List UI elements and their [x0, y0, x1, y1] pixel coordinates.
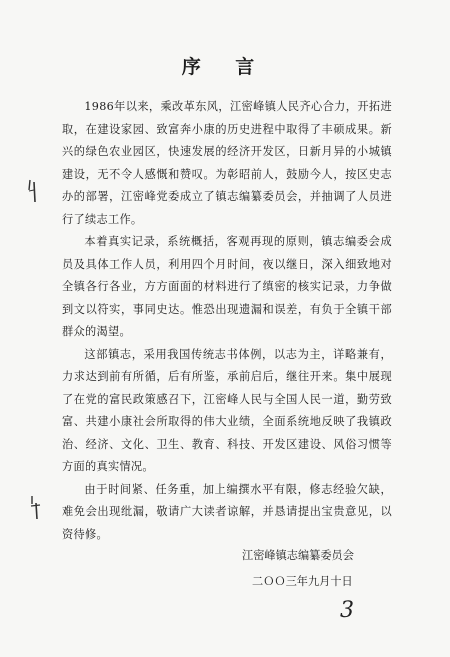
paragraph-3: 这部镇志，采用我国传统志书体例，以志为主，详略兼有，力求达到前有所循，后有所鉴，承前启后，继往开来。集中展现了在党的富民政策感召下，江密峰人民与全国人民一道，勤劳致富、共建小康社会所取得的伟大业绩，全面系统地反映了我镇政治、经济、文化、卫生、教育、科技、开发区建设、风俗习惯等方面的真实情况。	[62, 347, 392, 473]
paragraph-4: 由于时间紧、任务重，加上编撰水平有限，修志经验欠缺，难免会出现纰漏，敬请广大读者谅解，并恳请提出宝贵意见，以资待修。	[62, 482, 392, 541]
signature-date: 二ＯＯ三年九月十日	[252, 575, 353, 588]
margin-mark-lower-icon	[28, 494, 44, 520]
signature-org: 江密峰镇志编纂委员会	[242, 549, 354, 562]
signature-block	[242, 543, 412, 595]
handwritten-page-number: 3	[340, 598, 354, 623]
margin-mark-upper-icon	[26, 178, 42, 204]
paragraph-2: 本着真实记录，系统概括，客观再现的原则，镇志编委会成员及具体工作人员，利用四个月时间，夜以继日，深入细致地对全镇各行各业，方方面面的材料进行了缜密的核实记录，力争做到文以符实，事同史达。惟恐出现遗漏和误差，有负于全镇干部群众的渴望。	[62, 235, 392, 338]
paragraph-1: 1986年以来，乘改革东风，江密峰镇人民齐心合力，开拓进取，在建设家园、致富奔小康的历史进程中取得了丰硕成果。新兴的绿色农业园区，快速发展的经济开发区，日新月异的小城镇建设，无不令人感慨和赞叹。为彰昭前人，鼓励今人，按区史志办的部署，江密峰党委成立了镇志编纂委员会，并抽调了人员进行了续志工作。	[62, 100, 392, 226]
page-title: 序 言	[181, 56, 269, 78]
preface-body	[62, 96, 392, 546]
